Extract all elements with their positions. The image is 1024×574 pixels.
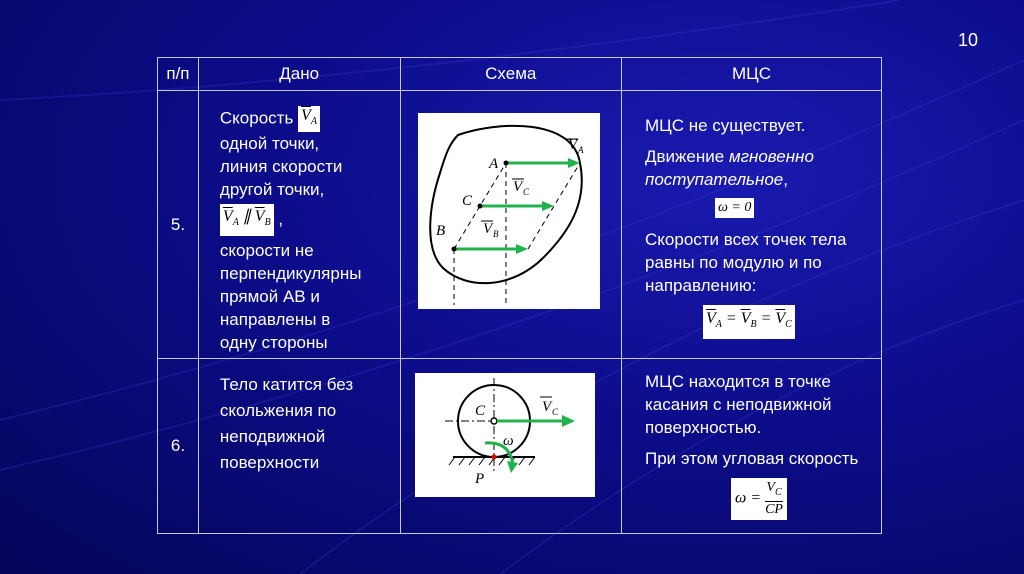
label-vc: V	[512, 179, 522, 195]
mcs-cell	[622, 91, 882, 359]
label-vc: V	[541, 399, 551, 415]
given-line: неподвижной	[219, 427, 326, 446]
given-cell	[198, 91, 400, 359]
given-line: Скорость $\overline{V}_A$	[220, 106, 399, 132]
table-row	[158, 91, 882, 359]
given-line: одну стороны	[219, 333, 328, 353]
given-line: направлены в	[219, 310, 331, 330]
label-a: A	[488, 156, 498, 172]
label-vc-sub: C	[551, 407, 558, 417]
given-line: линия скорости	[219, 157, 343, 177]
given-line: $\overline{V}_A$ ∥ $\overline{V}_B$ ,	[220, 204, 399, 236]
given-line: скорости не	[219, 241, 314, 261]
translational-motion-diagram	[418, 113, 600, 309]
table-header-row	[158, 58, 882, 91]
label-va: V	[567, 137, 577, 153]
label-vb-sub: B	[492, 229, 499, 239]
parallel-formula: $\overline{V}_A$ ∥ $\overline{V}_B$	[220, 204, 274, 236]
va-formula: $\overline{V}_A$	[298, 106, 320, 132]
label-p: P	[474, 471, 484, 487]
label-b: B	[435, 223, 445, 239]
header-scheme: Схема	[400, 58, 621, 91]
mcs-text: МЦС находится в точке касания с неподвижной поверхностью.	[645, 372, 832, 437]
given-line: прямой АВ и	[219, 287, 320, 307]
given-line: перпендикулярны	[219, 264, 362, 284]
mcs-text: Движение мгновенно поступательное,	[645, 147, 814, 189]
label-omega: ω	[502, 433, 514, 449]
mcs-table	[157, 57, 882, 534]
row-number: 5.	[158, 91, 199, 359]
label-c: C	[474, 403, 485, 419]
header-num: п/п	[158, 58, 199, 91]
given-line: Тело катится без	[219, 375, 354, 394]
scheme-cell	[400, 91, 621, 359]
label-c: C	[461, 193, 472, 209]
equal-velocities-formula: $\overline{V}_A = \overline{V}_B = \overline{V}_C$	[703, 305, 795, 339]
rolling-wheel-diagram	[415, 373, 595, 497]
mcs-text: При этом угловая скорость	[645, 449, 859, 468]
mcs-text: Скорости всех точек тела равны по модулю и по направлению:	[645, 230, 847, 295]
omega-zero-formula: ω = 0	[715, 198, 754, 218]
header-given: Дано	[198, 58, 400, 91]
label-vc-sub: C	[522, 187, 529, 197]
table-row	[158, 359, 882, 534]
given-line: другой точки,	[219, 180, 325, 200]
header-mcs: МЦС	[622, 58, 882, 91]
page-number: 10	[958, 30, 979, 50]
row-number: 6.	[158, 359, 199, 534]
given-line: скольжения по	[219, 401, 337, 420]
given-line: одной точки,	[219, 134, 320, 154]
mcs-cell	[622, 359, 882, 534]
scheme-cell	[400, 359, 621, 534]
given-line: поверхности	[219, 453, 320, 472]
mcs-text: МЦС не существует.	[645, 116, 806, 135]
label-vb: V	[482, 221, 492, 237]
omega-formula: ω = $\frac{V_C}{CP}$	[731, 478, 787, 520]
label-va-sub: A	[577, 145, 584, 155]
given-cell	[198, 359, 400, 534]
